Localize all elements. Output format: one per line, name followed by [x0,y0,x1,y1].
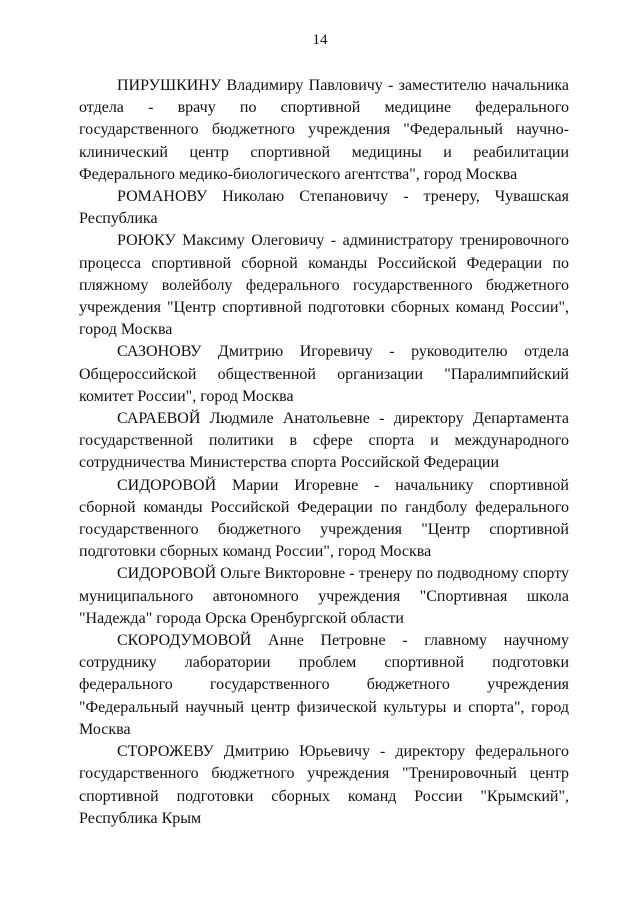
award-entry-sidorova-maria: СИДОРОВОЙ Марии Игоревне - начальнику спортивной сборной команды Российской Федерации по гандболу федерального государственного бюджетного учреждения "Центр спортивной подготовки сборных команд России", город Москва [79,476,569,561]
document-body [79,75,569,830]
award-entry-storozhev: СТОРОЖЕВУ Дмитрию Юрьевичу - директору федерального государственного бюджетного учреждения "Тренировочный центр спортивной подготовки сборных команд России "Крымский", Республика Крым [79,743,569,827]
award-entry-romanov: РОМАНОВУ Николаю Степановичу - тренеру, Чувашская Республика [79,188,569,228]
page-number: 14 [312,32,328,48]
award-entry-sazonov: САЗОНОВУ Дмитрию Игоревичу - руководителю отдела Общероссийской общественной организации "Паралимпийский комитет России", город Москва [79,343,569,405]
award-entry-royuk: РОЮКУ Максиму Олеговичу - администратору тренировочного процесса спортивной сборной команды Российской Федерации по пляжному волейболу федерального государственного бюджетного учреждения "Центр спортивной подготовки сборных команд России", город Москва [79,232,569,339]
award-entry-pirushkin: ПИРУШКИНУ Владимиру Павловичу - заместителю начальника отдела - врачу по спортивной медицине федерального государственного бюджетного учреждения "Федеральный научно-клинический центр спортивной медицины и реабилитации Федерального медико-биологического агентства", город Москва [79,77,569,183]
award-entry-skorodumova: СКОРОДУМОВОЙ Анне Петровне - главному научному сотруднику лаборатории проблем спортивной подготовки федерального государственного бюджетного учреждения "Федеральный научный центр физической культуры и спорта", город Москва [79,632,569,738]
award-entry-sidorova-olga: СИДОРОВОЙ Ольге Викторовне - тренеру по подводному спорту муниципального автономного учреждения "Спортивная школа "Надежда" города Орска Оренбургской области [79,565,569,627]
award-entry-saraeva: САРАЕВОЙ Людмиле Анатольевне - директору Департамента государственной политики в сфере спорта и международного сотрудничества Министерства спорта Российской Федерации [79,410,569,472]
